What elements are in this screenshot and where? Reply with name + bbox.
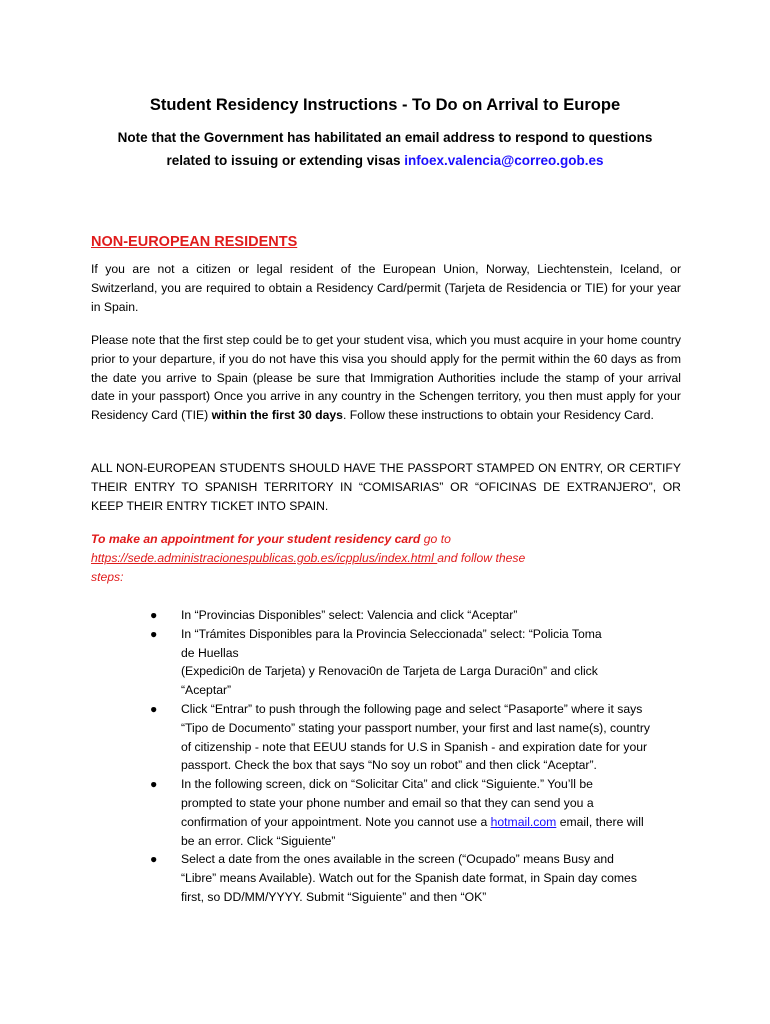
step-line: Select a date from the ones available in the screen (“Ocupado” means Busy and <box>181 852 614 867</box>
note-line-1: Note that the Government has habilitated an email address to respond to questions <box>117 130 653 145</box>
hotmail-link[interactable]: hotmail.com <box>490 814 557 829</box>
step-line-text: confirmation of your appointment. Note you cannot use a <box>181 814 491 829</box>
step-line: passport. Check the box that says “No soy un robot” and then click “Aceptar”. <box>181 758 597 773</box>
step-4-text <box>181 775 681 850</box>
bullet-icon: ● <box>150 626 158 641</box>
step-1-text <box>181 606 681 625</box>
appointment-go-to: go to <box>420 532 451 546</box>
step-line: Click “Entrar” to push through the following page and select “Pasaporte” where it says <box>181 702 643 716</box>
step-5-text <box>181 850 681 906</box>
bullet-icon: ● <box>150 852 158 867</box>
appointment-url-link[interactable]: https://sede.administracionespublicas.gob.es/icpplus/index.html <box>91 551 438 565</box>
step-line: of citizenship - note that EEUU stands for U.S in Spanish - and expiration date for your <box>181 739 648 754</box>
appointment-lead: To make an appointment for your student residency card <box>91 532 421 546</box>
appointment-line-2 <box>91 549 681 568</box>
step-line <box>181 813 681 832</box>
paragraph-student-visa-end: . Follow these instructions to obtain your Residency Card. <box>342 408 654 423</box>
step-line: de Huellas <box>181 645 239 660</box>
bullet-icon: ● <box>150 702 158 716</box>
section-heading: NON-EUROPEAN RESIDENTS <box>91 234 298 250</box>
bullet-icon: ● <box>150 608 158 622</box>
paragraph-student-visa <box>91 331 681 425</box>
step-line: “Tipo de Documento” stating your passport number, your first and last name(s), country <box>181 720 650 735</box>
step-line: In “Provincias Disponibles” select: Valencia and click “Aceptar” <box>181 608 518 622</box>
step-2-text <box>181 625 681 700</box>
step-line: (Expedici0n de Tarjeta) y Renovaci0n de Tarjeta de Larga Duraci0n” and click <box>181 664 598 679</box>
government-note <box>0 126 770 172</box>
step-line: In the following screen, dick on “Solicitar Cita” and click “Siguiente.” You’ll be <box>181 777 593 792</box>
step-line: In “Trámites Disponibles para la Provincia Seleccionada” select: “Policia Toma <box>181 626 602 641</box>
page-title: Student Residency Instructions - To Do on Arrival to Europe <box>149 96 621 114</box>
contact-email-link[interactable]: infoex.valencia@correo.gob.es <box>400 153 604 168</box>
appointment-instructions <box>91 530 681 587</box>
step-line: “Aceptar” <box>181 683 232 698</box>
step-line-text: email, there will <box>556 814 644 829</box>
note-line-2-text: related to issuing or extending visas <box>166 153 401 168</box>
paragraph-student-visa-text: Please note that the first step could be to get your student visa, which you must acquire in your home country prior to your departure, if you do not have this visa you should apply for the permit within the 60 days as from the date you arrive to Spain (please be sure that Immigration Authorities include the stamp of your arrival date in your passport) Once you arrive in any country in the Schengen territory, you then must apply for your Residency Card (TIE) <box>91 333 681 423</box>
deadline-emphasis: within the first 30 days <box>211 408 343 423</box>
appointment-follow: and follow these <box>437 551 526 565</box>
paragraph-residency-requirement: If you are not a citizen or legal resident of the European Union, Norway, Liechtenstein, Iceland, or Switzerland, you are required to obtain a Residency Card/permit (Tarjeta de Residencia or TIE) for your year in Spain. <box>91 262 681 314</box>
appointment-steps-word: steps: <box>91 570 124 584</box>
bullet-icon: ● <box>150 777 158 792</box>
paragraph-passport-stamp: ALL NON-EUROPEAN STUDENTS SHOULD HAVE THE PASSPORT STAMPED ON ENTRY, OR CERTIFY THEIR ENTRY TO SPANISH TERRITORY IN “COMISARIAS” OR “OFICINAS DE EXTRANJERO”, OR KEEP THEIR ENTRY TICKET INTO SPAIN. <box>91 461 681 513</box>
appointment-line-1 <box>91 530 681 549</box>
step-line: “Libre” means Available). Watch out for the Spanish date format, in Spain day comes <box>181 871 637 886</box>
step-3-text <box>181 700 681 775</box>
note-line-2 <box>0 149 770 172</box>
step-line: be an error. Click “Siguiente” <box>181 833 336 848</box>
step-line: prompted to state your phone number and email so that they can send you a <box>181 795 594 810</box>
step-line: first, so DD/MM/YYYY. Submit “Siguiente” and then “OK” <box>181 889 487 904</box>
